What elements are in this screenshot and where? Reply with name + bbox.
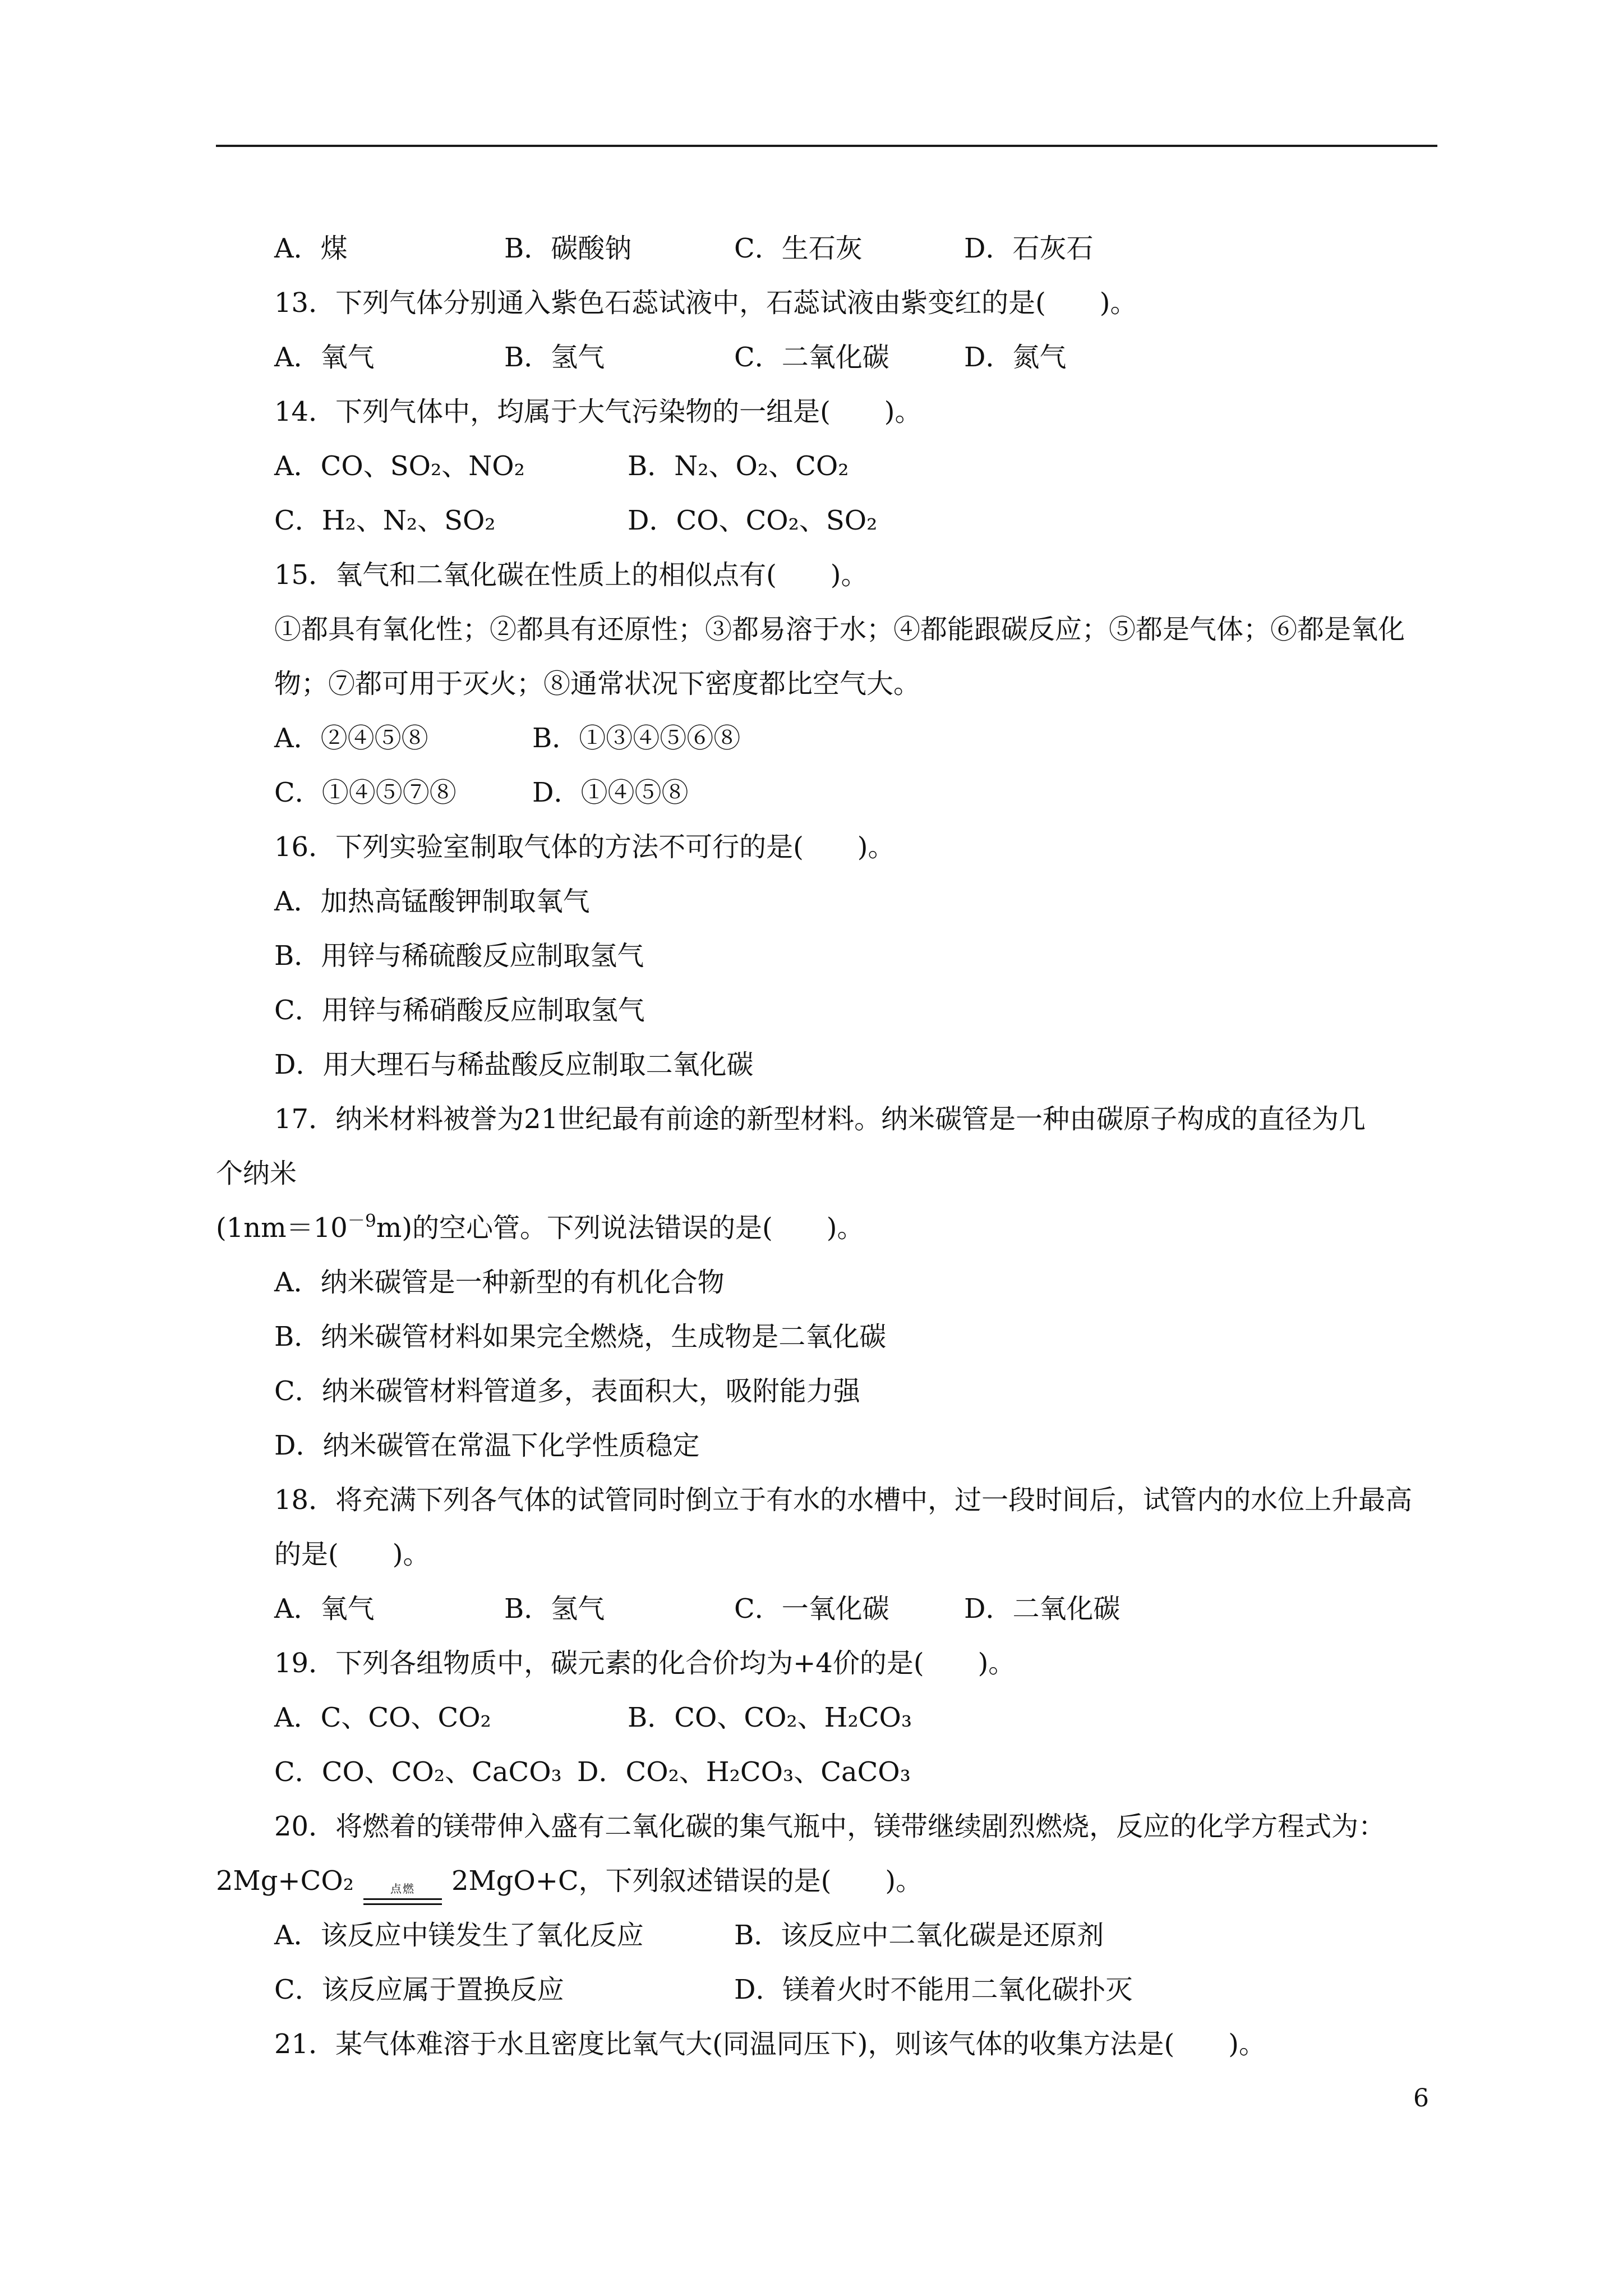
q12-option-b: B．碳酸钠 [504, 233, 632, 264]
q16-stem: 16．下列实验室制取气体的方法不可行的是( )。 [274, 831, 895, 863]
q16-option-a: A．加热高锰酸钾制取氧气 [274, 886, 590, 917]
question-list [216, 222, 1437, 2072]
q20-options-ab [216, 1908, 1437, 1963]
q15-statements: ①都具有氧化性；②都具有还原性；③都易溶于水；④都能跟碳反应；⑤都是气体；⑥都是氧化物；⑦都可用于灭火；⑧通常状况下密度都比空气大。 [274, 614, 1405, 700]
q14-option-a: A．CO、SO₂、NO₂ [274, 450, 525, 482]
q14-stem: 14．下列气体中，均属于大气污染物的一组是( )。 [274, 396, 922, 427]
q18-option-c: C．一氧化碳 [734, 1593, 889, 1625]
q15-option-d: D．①④⑤⑧ [532, 777, 689, 808]
q12-option-a: A．煤 [274, 233, 348, 264]
q15-option-b: B．①③④⑤⑥⑧ [532, 723, 741, 754]
q15-options-ab [216, 711, 1437, 766]
q19-option-d: D．CO₂、H₂CO₃、CaCO₃ [577, 1756, 911, 1788]
q17-stem-line1: 17．纳米材料被誉为21世纪最有前途的新型材料。纳米碳管是一种由碳原子构成的直径为几 [274, 1103, 1366, 1135]
q21-stem: 21．某气体难溶于水且密度比氧气大(同温同压下)，则该气体的收集方法是( )。 [274, 2028, 1266, 2060]
q19-option-a: A．C、CO、CO₂ [274, 1702, 491, 1733]
q20-equation-left: 2Mg+CO₂ [216, 1865, 354, 1897]
q19-option-b: B．CO、CO₂、H₂CO₃ [628, 1702, 912, 1733]
q18-option-b: B．氢气 [504, 1593, 605, 1625]
q17-option-b: B．纳米碳管材料如果完全燃烧，生成物是二氧化碳 [274, 1321, 887, 1352]
q17-option-a: A．纳米碳管是一种新型的有机化合物 [274, 1267, 725, 1298]
q19-option-c: C．CO、CO₂、CaCO₃ [274, 1756, 562, 1788]
header-rule [216, 145, 1437, 147]
q13-option-a: A．氧气 [274, 342, 375, 373]
q16-option-c: C．用锌与稀硝酸反应制取氢气 [274, 995, 645, 1026]
q12-options [216, 222, 1437, 276]
q20-options-cd [216, 1963, 1437, 2017]
reaction-condition: 点燃 [390, 1882, 415, 1895]
q18-options [216, 1582, 1437, 1636]
q17-stem-line2: 个纳米 [216, 1158, 297, 1189]
q13-stem: 13．下列气体分别通入紫色石蕊试液中，石蕊试液由紫变红的是( )。 [274, 287, 1137, 319]
q17-stem-line3-post: m)的空心管。下列说法错误的是( )。 [376, 1212, 864, 1244]
q17-stem-line3-pre: (1nm＝10 [216, 1212, 348, 1244]
q20-option-c: C．该反应属于置换反应 [274, 1974, 564, 2005]
q14-option-c: C．H₂、N₂、SO₂ [274, 505, 496, 536]
q14-option-b: B．N₂、O₂、CO₂ [628, 450, 849, 482]
equals-bar-bottom [363, 1903, 442, 1905]
q12-option-d: D．石灰石 [964, 233, 1094, 264]
equals-bar-top [363, 1898, 442, 1900]
q16-option-b: B．用锌与稀硫酸反应制取氢气 [274, 940, 644, 972]
q13-option-c: C．二氧化碳 [734, 342, 889, 373]
reaction-condition-arrow [361, 1854, 445, 1908]
q15-options-cd [216, 766, 1437, 820]
q13-options [216, 330, 1437, 385]
q19-options-cd [216, 1745, 1437, 1800]
q16-option-d: D．用大理石与稀盐酸反应制取二氧化碳 [274, 1049, 754, 1080]
q15-stem: 15．氧气和二氧化碳在性质上的相似点有( )。 [274, 559, 868, 591]
q12-option-c: C．生石灰 [734, 233, 863, 264]
q13-option-d: D．氮气 [964, 342, 1067, 373]
q14-option-d: D．CO、CO₂、SO₂ [628, 505, 878, 536]
q14-options-cd [216, 494, 1437, 548]
page-number: 6 [1413, 2084, 1429, 2113]
q18-stem: 18．将充满下列各气体的试管同时倒立于有水的水槽中，过一段时间后，试管内的水位上升最高的是( )。 [274, 1484, 1413, 1570]
q17-option-c: C．纳米碳管材料管道多，表面积大，吸附能力强 [274, 1375, 860, 1407]
q15-option-c: C．①④⑤⑦⑧ [274, 777, 457, 808]
q15-option-a: A．②④⑤⑧ [274, 723, 428, 754]
q17-exponent: －9 [347, 1211, 376, 1231]
q19-stem: 19．下列各组物质中，碳元素的化合价均为+4价的是( )。 [274, 1648, 1016, 1679]
q17-option-d: D．纳米碳管在常温下化学性质稳定 [274, 1430, 700, 1461]
q18-option-d: D．二氧化碳 [964, 1593, 1121, 1625]
q19-options-ab [216, 1691, 1437, 1745]
q20-option-d: D．镁着火时不能用二氧化碳扑灭 [734, 1974, 1133, 2005]
q17-stem-line3 [216, 1201, 1437, 1255]
q13-option-b: B．氢气 [504, 342, 605, 373]
q20-equation-right: 2MgO+C，下列叙述错误的是( )。 [451, 1865, 923, 1897]
q18-option-a: A．氧气 [274, 1593, 375, 1625]
q20-option-a: A．该反应中镁发生了氧化反应 [274, 1920, 644, 1951]
q14-options-ab [216, 439, 1437, 494]
q20-option-b: B．该反应中二氧化碳是还原剂 [734, 1920, 1104, 1951]
q20-stem: 20．将燃着的镁带伸入盛有二氧化碳的集气瓶中，镁带继续剧烈燃烧，反应的化学方程式为： [274, 1811, 1386, 1842]
q20-equation [216, 1854, 1437, 1908]
